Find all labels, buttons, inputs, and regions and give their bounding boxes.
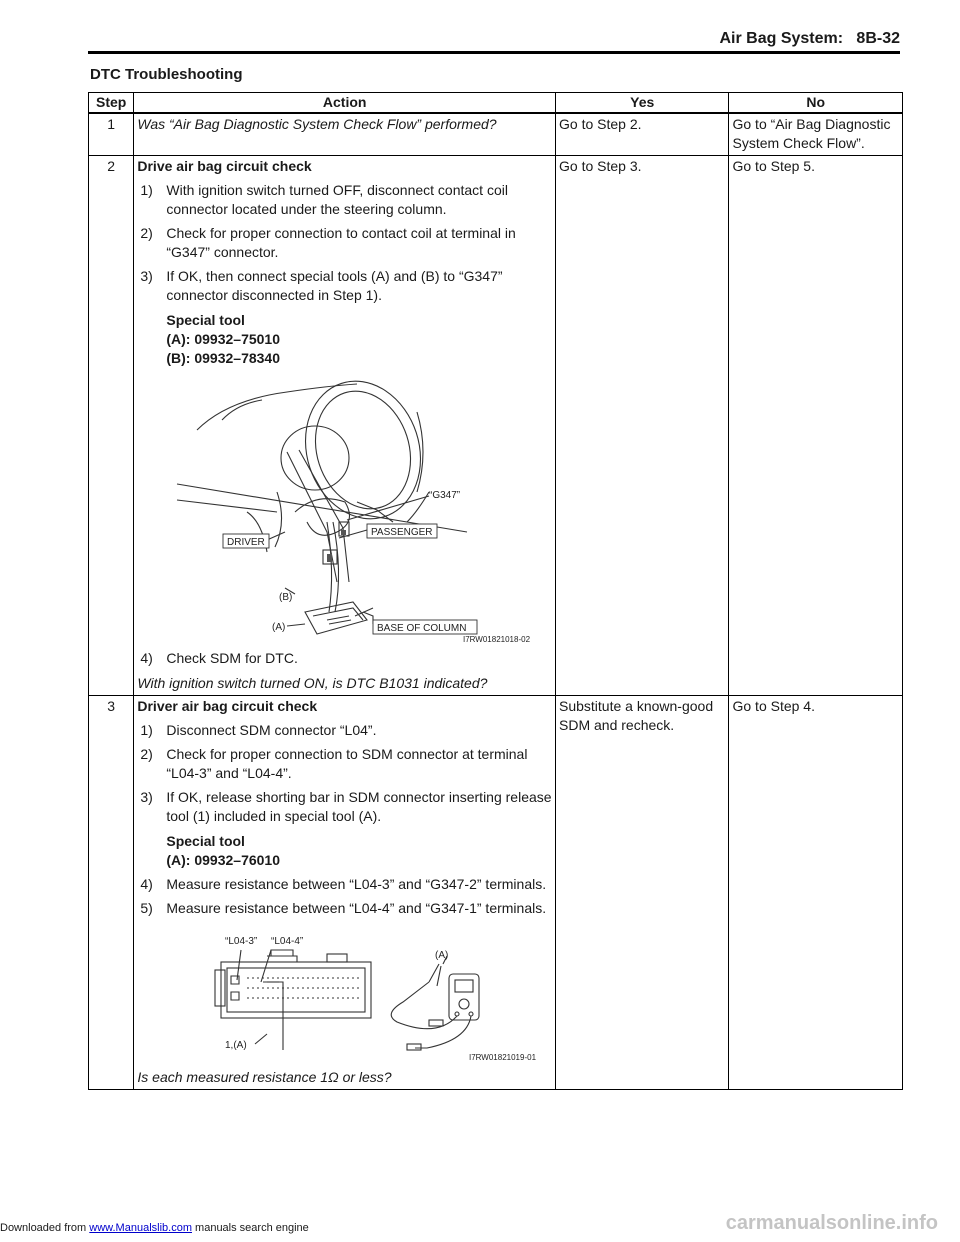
substep-text: Measure resistance between “L04-3” and “G347-2” terminals.	[166, 876, 547, 892]
table-row-step-2	[89, 156, 903, 696]
col-yes: Yes	[556, 93, 729, 114]
substep-num: 3)	[140, 789, 153, 805]
manualslib-link[interactable]: www.Manualslib.com	[89, 1222, 192, 1234]
substep	[137, 181, 552, 219]
step-question: With ignition switch turned ON, is DTC B1031 indicated?	[137, 675, 488, 691]
col-step: Step	[89, 93, 134, 114]
substep-text: If OK, release shorting bar in SDM connector inserting release tool (1) included in special tool (A).	[166, 789, 552, 824]
header-text	[719, 30, 900, 48]
label-l04-3: “L04-3”	[225, 936, 258, 947]
footer-prefix: Downloaded from	[0, 1222, 87, 1234]
substep	[137, 267, 552, 305]
substep-num: 4)	[140, 876, 153, 892]
label-g347: “G347”	[429, 490, 461, 501]
special-tool-a: (A): 09932–76010	[166, 852, 281, 868]
substep-num: 3)	[140, 268, 153, 284]
watermark: carmanualsonline.info	[725, 1212, 938, 1234]
substep-text: Check for proper connection to SDM connector at terminal “L04-3” and “L04-4”.	[166, 746, 528, 781]
yes-cell: Substitute a known-good SDM and recheck.	[556, 696, 729, 1090]
no-cell: Go to Step 5.	[729, 156, 903, 696]
sdm-connector-illustration	[167, 922, 547, 1062]
label-base-of-column: BASE OF COLUMN	[377, 623, 467, 634]
step-heading: Driver air bag circuit check	[137, 698, 318, 714]
header-rule	[88, 51, 900, 54]
step-number: 3	[89, 696, 134, 1090]
substep-num: 1)	[140, 182, 153, 198]
download-footer	[0, 1222, 309, 1234]
substep-text: Check SDM for DTC.	[166, 650, 298, 666]
dtc-table	[88, 92, 903, 1090]
special-tool-title: Special tool	[166, 833, 245, 849]
section-title: DTC Troubleshooting	[90, 66, 243, 83]
label-1-a: 1,(A)	[225, 1040, 248, 1051]
substep	[137, 745, 552, 783]
col-action: Action	[134, 93, 556, 114]
label-passenger: PASSENGER	[371, 527, 433, 538]
label-a: (A)	[272, 622, 286, 633]
substep-num: 5)	[140, 900, 153, 916]
sdm-connector-figure	[167, 922, 547, 1062]
col-no: No	[729, 93, 903, 114]
table-row-step-1	[89, 113, 903, 156]
substep	[137, 899, 552, 918]
substep-text: Check for proper connection to contact coil at terminal in “G347” connector.	[166, 225, 516, 260]
step-heading: Drive air bag circuit check	[137, 158, 312, 174]
page-number: 8B-32	[856, 30, 900, 47]
step-question: Is each measured resistance 1Ω or less?	[137, 1069, 392, 1085]
figure-code: I7RW01821018-02	[463, 635, 531, 644]
label-b: (B)	[279, 592, 293, 603]
substep	[137, 788, 552, 826]
step-number: 1	[89, 113, 134, 156]
yes-cell: Go to Step 2.	[556, 113, 729, 156]
substep-num: 4)	[140, 650, 153, 666]
table-header-row	[89, 93, 903, 114]
label-a: (A)	[435, 950, 449, 961]
substep-text: With ignition switch turned OFF, disconnect contact coil connector located under the steering column.	[166, 182, 508, 217]
yes-cell: Go to Step 3.	[556, 156, 729, 696]
special-tool-a: (A): 09932–75010	[166, 331, 281, 347]
steering-column-figure	[167, 372, 547, 644]
special-tool-title: Special tool	[166, 312, 245, 328]
substep	[137, 875, 552, 894]
substep-text: If OK, then connect special tools (A) and (B) to “G347” connector disconnected in Step 1).	[166, 268, 503, 303]
header-title: Air Bag System:	[719, 30, 844, 47]
substep-text: Measure resistance between “L04-4” and “G347-1” terminals.	[166, 900, 547, 916]
label-l04-4: “L04-4”	[271, 936, 304, 947]
special-tool-block	[137, 311, 552, 368]
substep-text: Disconnect SDM connector “L04”.	[166, 722, 377, 738]
action-cell	[134, 113, 556, 156]
step-number: 2	[89, 156, 134, 696]
no-cell: Go to Step 4.	[729, 696, 903, 1090]
no-cell: Go to “Air Bag Diagnostic System Check Flow”.	[729, 113, 903, 156]
substep	[137, 721, 552, 740]
substep	[137, 649, 552, 668]
action-cell	[134, 696, 556, 1090]
special-tool-b: (B): 09932–78340	[166, 350, 281, 366]
steering-column-illustration	[167, 372, 547, 644]
action-cell	[134, 156, 556, 696]
substep-num: 2)	[140, 225, 153, 241]
substep-num: 1)	[140, 722, 153, 738]
substep	[137, 224, 552, 262]
figure-code: I7RW01821019-01	[469, 1053, 537, 1062]
special-tool-block	[137, 832, 552, 870]
step-question: Was “Air Bag Diagnostic System Check Flow” performed?	[137, 116, 497, 132]
footer-suffix: manuals search engine	[191, 1222, 309, 1234]
table-row-step-3	[89, 696, 903, 1090]
label-driver: DRIVER	[227, 537, 266, 548]
page-header	[88, 30, 900, 54]
substep-num: 2)	[140, 746, 153, 762]
